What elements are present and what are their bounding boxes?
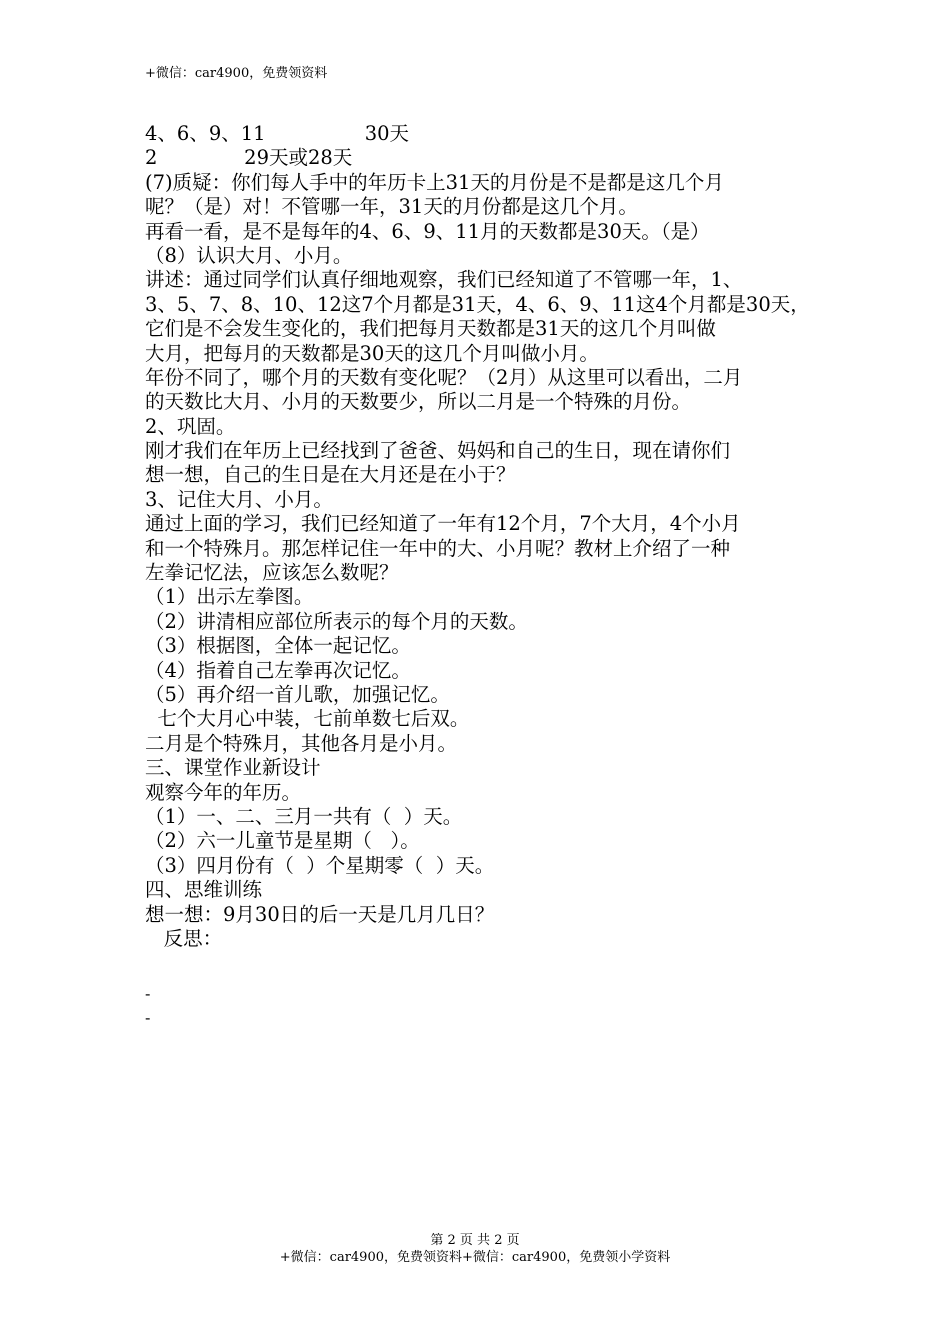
dash-marker: - [145, 984, 151, 1003]
text-line: （2）讲清相应部位所表示的每个月的天数。 [145, 609, 528, 633]
text-line: 四、思维训练 [145, 878, 263, 902]
text-line: 想一想：9月30日的后一天是几月几日？ [145, 902, 495, 926]
text-line: 观察今年的年历。 [145, 780, 302, 804]
text-line: 年份不同了，哪个月的天数有变化呢？（2月）从这里可以看出，二月 [145, 365, 743, 389]
text-line: （8）认识大月、小月。 [145, 243, 353, 267]
text-line: 刚才我们在年历上已经找到了爸爸、妈妈和自己的生日，现在请你们 [145, 439, 731, 463]
text-line: 3、5、7、8、10、12这7个月都是31天，4、6、9、11这4个月都是30天， [145, 292, 810, 316]
text-line: （3）四月份有（ ）个星期零（ ）天。 [145, 853, 495, 877]
page-number: 第 2 页 共 2 页 [430, 1233, 520, 1248]
text-line: （2）六一儿童节是星期（ ）。 [145, 829, 420, 853]
text-line: 二月是个特殊月，其他各月是小月。 [145, 731, 458, 755]
text-line: 想一想，自己的生日是在大月还是在小于？ [145, 463, 516, 487]
page-header: +微信：car4900，免费领资料 [145, 66, 328, 81]
text-line: 呢？（是）对！不管哪一年，31天的月份都是这几个月。 [145, 195, 638, 219]
text-line: 讲述：通过同学们认真仔细地观察，我们已经知道了不管哪一年，1、 [145, 268, 743, 292]
text-line: 七个大月心中装，七前单数七后双。 [145, 707, 470, 731]
text-line: 4、6、9、11 30天 [145, 122, 410, 145]
text-line: 通过上面的学习，我们已经知道了一年有12个月，7个大月，4个小月 [145, 512, 741, 536]
text-line: 它们是不会发生变化的，我们把每月天数都是31天的这几个月叫做 [145, 317, 716, 341]
document-body [145, 122, 815, 951]
text-line: (7)质疑：你们每人手中的年历卡上31天的月份是不是都是这几个月 [145, 170, 724, 194]
text-line: （5）再介绍一首儿歌，加强记忆。 [145, 682, 450, 706]
dash-marker: - [145, 1008, 151, 1027]
text-line: （1）出示左拳图。 [145, 585, 314, 609]
text-line: 和一个特殊月。那怎样记住一年中的大、小月呢？教材上介绍了一种 [145, 536, 731, 560]
text-line: （1）一、二、三月一共有（ ）天。 [145, 804, 463, 828]
dash-markers [145, 982, 150, 1030]
text-line: 3、记住大月、小月。 [145, 487, 333, 511]
text-line: 大月，把每月的天数都是30天的这几个月叫做小月。 [145, 341, 599, 365]
footer-note: +微信：car4900，免费领资料+微信：car4900，免费领小学资料 [279, 1250, 671, 1265]
text-line: 的天数比大月、小月的天数要少，所以二月是一个特殊的月份。 [145, 390, 692, 414]
text-line: 左拳记忆法，应该怎么数呢？ [145, 561, 399, 585]
text-line: 2、巩固。 [145, 414, 236, 438]
text-line: （4）指着自己左拳再次记忆。 [145, 658, 411, 682]
text-line: （3）根据图，全体一起记忆。 [145, 634, 411, 658]
text-line: 反思： [145, 926, 223, 950]
text-line: 再看一看，是不是每年的4、6、9、11月的天数都是30天。（是） [145, 219, 710, 243]
text-line: 2 29天或28天 [145, 146, 353, 170]
text-line: 三、课堂作业新设计 [145, 756, 321, 780]
